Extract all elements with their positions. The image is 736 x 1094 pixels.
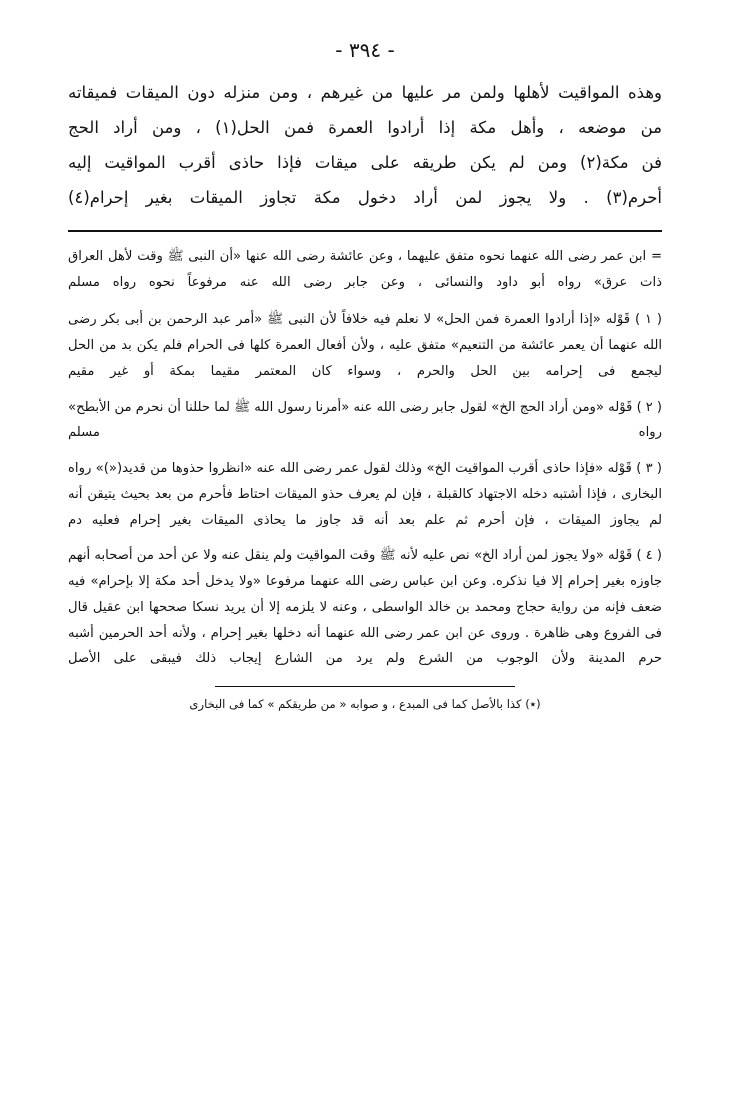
footnote-marker: ( ٣ ) [636, 461, 662, 477]
footnote-divider [215, 686, 515, 687]
footnotes-block [68, 244, 662, 672]
footnote-marker: ( ٢ ) [636, 399, 662, 415]
footnote-text: قَوْله «إذا أرادوا العمرة فمن الحل» لا نعلم فيه خلافاً لأن النبى ﷺ «أمر عبد الرحمن بن أبى بكر رضى الله عنهما أن يعمر عائشة من التنعيم» متفق عليه ، ولأن أفعال العمرة كلها فى الحرام فلم يكن بد من الحل ليجمع فى إحرامه بين الحل والحرم ، وسواء كان المعتمر مقيما بمكة أو غير مقيم [68, 312, 662, 379]
main-paragraph-line: وهذه المواقيت لأهلها ولمن مر عليها من غيرهم ، ومن منزله دون الميقات فميقاته [68, 83, 662, 102]
main-paragraph-line: أحرم(٣) . ولا يجوز لمن أراد دخول مكة تجاوز الميقات بغير إحرام(٤) [68, 188, 662, 207]
footnote-marker: ( ١ ) [635, 312, 662, 328]
main-paragraph-line: من موضعه ، وأهل مكة إذا أرادوا العمرة فمن الحل(١) ، ومن أراد الحج [68, 118, 662, 137]
section-divider [68, 230, 662, 232]
footnote-item [68, 456, 662, 533]
main-paragraph-line: فن مكة(٢) ومن لم يكن طريقه على ميقات فإذا حاذى أقرب المواقيت إليه [68, 153, 662, 172]
footnote-text: قَوْله «ومن أراد الحج الخ» لقول جابر رضى الله عنه «أمرنا رسول الله ﷺ لما حللنا أن نحرم من الأبطح» رواه مسلم [68, 399, 662, 441]
footnote-marker: ( ٤ ) [636, 548, 662, 564]
footnote-item [68, 395, 662, 446]
footnote-item [68, 543, 662, 672]
footnote-item [68, 307, 662, 384]
page-number: - ٣٩٤ - [335, 38, 395, 62]
main-text-block [68, 76, 662, 214]
star-footnote: (٭) كذا بالأصل كما فى المبدع ، و صوابه « من طريقكم » كما فى البخارى [189, 697, 541, 712]
footnote-text: قَوْله «فإذا حاذى أقرب المواقيت الخ» وذلك لقول عمر رضى الله عنه «انظروا حذوها من قديد(«)» رواه البخارى ، فإذا أشتبه دخله الاجتهاد كالقبلة ، فإن لم يعرف حذو الميقات احتاط فأحرم من بعد بحيث يتيقن أنه لم يجاوز الميقات ، فإن أحرم ثم علم بعد أنه قد جاوز ما يحاذى الميقات بغير إحرام فعليه دم [68, 461, 662, 528]
footnote-text: قَوْله «ولا يجوز لمن أراد الخ» نص عليه لأنه ﷺ وقت المواقيت ولم ينقل عنه ولا عن أحد من أصحابه أنهم جاوزه بغير إحرام إلا فيا نذكره. وعن ابن عباس رضى الله عنهما مرفوعا «ولا يدخل أحد مكة إلا بإحرام» فيه ضعف فإنه من رواية حجاج ومحمد بن خالد الواسطى ، وعنه لا يلزمه إلا أن يريد نسكا صححها ابن عقيل قال فى الفروع وهى ظاهرة . وروى عن ابن عمر رضى الله عنهما أنه دخلها بغير إحرام ، ولأنه أحد الحرمين أشبه حرم المدينة ولأن الوجوب من الشرع ولم يرد من الشارع إيجاب ذلك فيبقى على الأصل [68, 548, 662, 667]
footnote-continuation: = ابن عمر رضى الله عنهما نحوه متفق عليهما ، وعن عائشة رضى الله عنها «أن النبى ﷺ وقت لأهل العراق ذات عرق» رواه أبو داود والنسائى ، وعن جابر رضى الله عنه مرفوعاً نحوه رواه مسلم [68, 249, 662, 290]
